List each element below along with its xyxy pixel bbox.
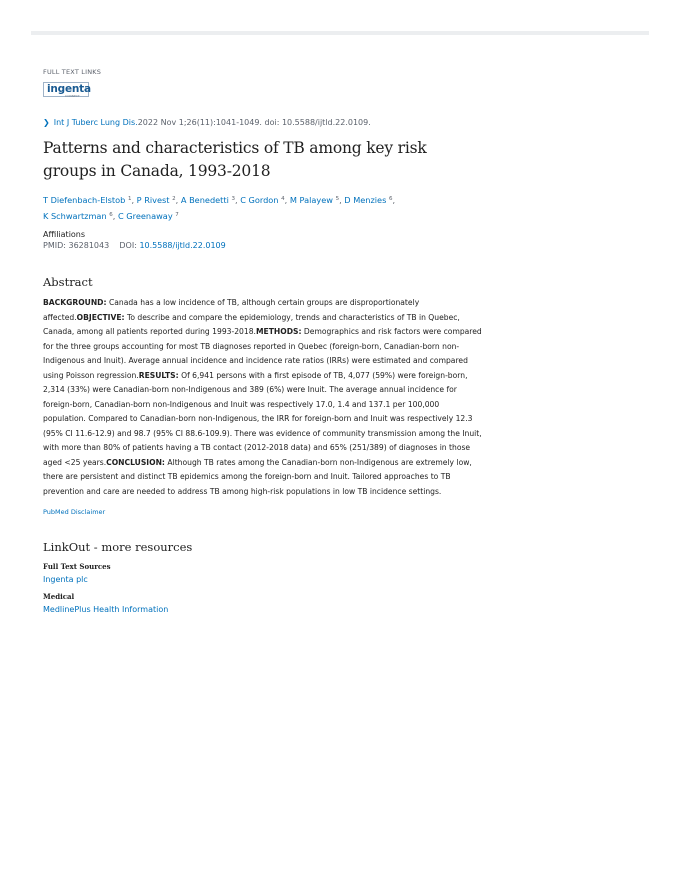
author-link[interactable]: P Rivest	[136, 195, 170, 205]
author-aff-number[interactable]: 7	[175, 212, 179, 218]
objective-text: To describe and compare the epidemiology, trends and characteristics of TB in Quebec, Canada, among all patients reported during 1993-2018.	[43, 312, 460, 336]
pmid: PMID: 36281043	[43, 241, 110, 250]
full-text-links-label: FULL TEXT LINKS	[43, 68, 102, 76]
author-aff-number[interactable]: 6	[109, 212, 113, 218]
author-link[interactable]: A Benedetti	[180, 195, 229, 205]
pubmed-disclaimer-link[interactable]: PubMed Disclaimer	[43, 508, 106, 516]
author-link[interactable]: T Diefenbach-Elstob	[43, 195, 126, 205]
author-link[interactable]: C Gordon	[240, 195, 279, 205]
doi-label: DOI:	[119, 241, 137, 250]
linkout-section-heading: Medical	[43, 592, 75, 601]
identifiers	[43, 241, 483, 250]
citation-line	[43, 118, 483, 127]
affiliations-toggle[interactable]: Affiliations	[43, 230, 86, 239]
author-aff-number[interactable]: 6	[388, 196, 393, 202]
author-aff-number[interactable]: 4	[281, 196, 285, 202]
objective-label: OBJECTIVE:	[76, 312, 125, 322]
author-aff-number[interactable]: 3	[231, 196, 235, 202]
results-text: Of 6,941 persons with a first episode of TB, 4,077 (59%) were foreign-born, 2,314 (33%) were Canadian-born non-Indigenous and 389 (6%) were Inuit. The average annual incidence for foreign-born, Canadian-born non-Indigenous and Inuit was respectively 17.0, 1.4 and 137.1 per 100,000 population. Compared to Canadian-born non-Indigenous, the IRR for foreign-born and Inuit was respectively 12.3 (95% CI 11.6-12.9) and 98.7 (95% CI 88.6-109.9). There was evidence of community transmission among the Inuit, with more than 80% of patients having a TB contact (2012-2018 data) and 65% (251/389) of diagnoses in those aged <25 years.	[43, 370, 482, 467]
author-aff-number[interactable]: 5	[335, 196, 340, 202]
author-aff-number[interactable]: 1	[127, 196, 132, 202]
linkout-link[interactable]: MedlinePlus Health Information	[43, 605, 169, 614]
background-label: BACKGROUND:	[43, 298, 107, 307]
chevron-right-icon[interactable]: ❯	[43, 118, 50, 127]
author-link[interactable]: C Greenaway	[117, 211, 173, 221]
author-list: T Diefenbach-Elstob $^1$, P Rivest $^2$, A Benedetti $^3$, C Gordon $^4$, M Palayew $^5$, D Menzies $^6$, K Schwartzman $^6$, C Greenaway $^7$	[43, 195, 396, 221]
ingenta-logo-sub: CONNECT	[65, 94, 80, 98]
citation-details: 2022 Nov 1;26(11):1041-1049. doi: 10.5588/ijtld.22.0109.	[137, 118, 371, 127]
article-title: Patterns and characteristics of TB among key risk groups in Canada, 1993-2018	[43, 139, 427, 180]
doi-link[interactable]: 10.5588/ijtld.22.0109	[139, 241, 226, 250]
author-link[interactable]: K Schwartzman	[43, 211, 107, 221]
article-content	[43, 62, 483, 614]
journal-link[interactable]: Int J Tuberc Lung Dis.	[53, 118, 138, 127]
conclusion-label: CONCLUSION:	[106, 457, 165, 467]
abstract-text	[43, 296, 483, 499]
abstract-heading: Abstract	[43, 275, 93, 289]
results-label: RESULTS:	[138, 370, 179, 380]
author-link[interactable]: M Palayew	[289, 195, 333, 205]
methods-text: Demographics and risk factors were compared for the three groups accounting for most TB diagnoses reported in Quebec (foreign-born, Canadian-born non-Indigenous and Inuit). Average annual incidence and incidence rate ratios (IRRs) were estimated and compared using Poisson regression.	[43, 327, 482, 380]
author-aff-number[interactable]: 2	[172, 196, 176, 202]
linkout-link[interactable]: Ingenta plc	[43, 575, 88, 584]
author-link[interactable]: D Menzies	[344, 195, 387, 205]
methods-label: METHODS:	[255, 327, 302, 336]
linkout-heading: LinkOut - more resources	[43, 540, 193, 554]
background-text: Canada has a low incidence of TB, although certain groups are disproportionately affected.	[43, 298, 420, 322]
conclusion-text: Although TB rates among the Canadian-born non-Indigenous are extremely low, there are persistent and distinct TB epidemics among the foreign-born and Inuit. Tailored approaches to TB prevention and care are needed to address TB among high-risk populations in low TB incidence settings.	[43, 457, 472, 496]
ingenta-logo-link[interactable]	[43, 82, 89, 97]
linkout-section-heading: Full Text Sources	[43, 562, 111, 571]
ingenta-logo-text: ingenta	[47, 83, 91, 95]
top-divider	[31, 31, 649, 35]
